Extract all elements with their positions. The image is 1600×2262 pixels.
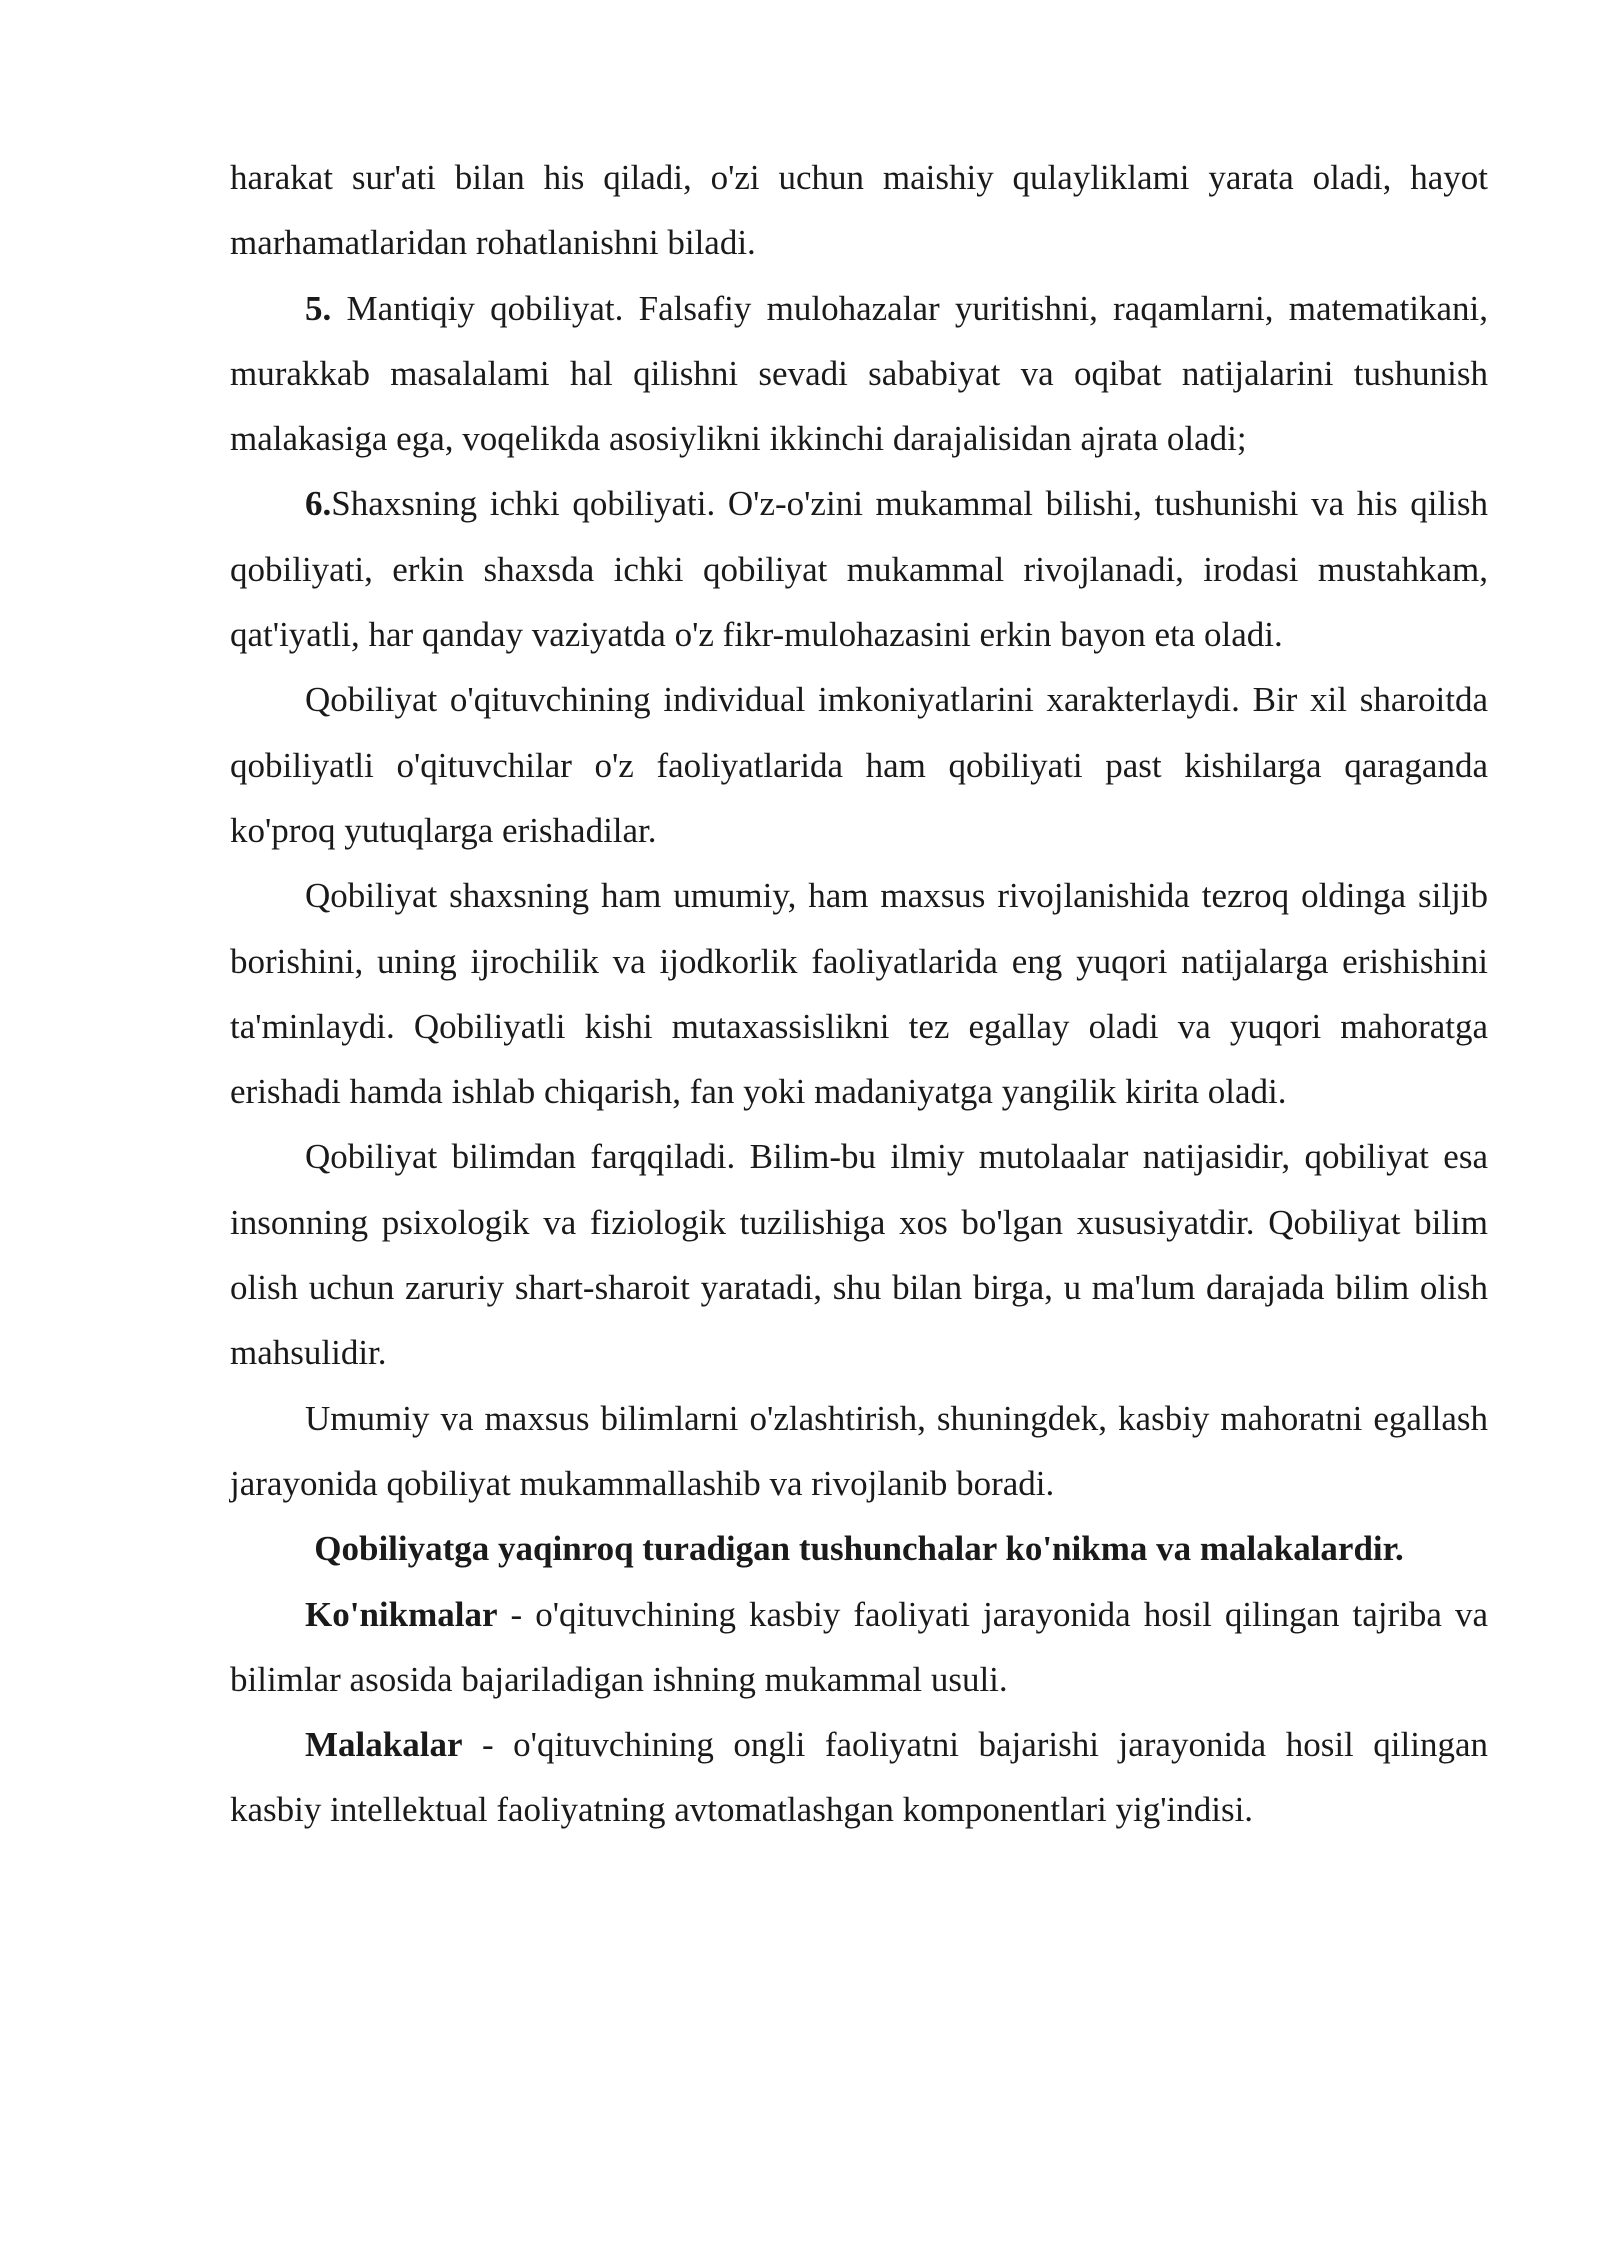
paragraph-1 <box>230 145 1488 276</box>
section-heading: Qobiliyatga yaqinroq turadigan tushunchalar ko'nikma va malakalardir. <box>314 1529 1404 1569</box>
paragraph-habits-definition <box>230 1712 1488 1843</box>
paragraph-inner-ability <box>230 471 1488 667</box>
paragraph-logical-ability <box>230 276 1488 472</box>
paragraph-1-text: harakat sur'ati bilan his qiladi, o'zi uchun maishiy qulayliklami yarata oladi, hayot marhamatlaridan rohatlanishni biladi. <box>230 158 1488 263</box>
paragraph-7 <box>230 1386 1488 1517</box>
paragraph-7-text: Umumiy va maxsus bilimlarni o'zlashtirish, shuningdek, kasbiy mahoratni egallash jarayonida qobiliyat mukammallashib va rivojlanib boradi. <box>230 1398 1488 1503</box>
paragraph-6 <box>230 1124 1488 1385</box>
paragraph-5 <box>230 863 1488 1124</box>
paragraph-6-text: Qobiliyat bilimdan farqqiladi. Bilim-bu ilmiy mutolaalar natijasidir, qobiliyat esa insonning psixologik va fiziologik tuzilishiga xos bo'lgan xususiyatdir. Qobiliyat bilim olish uchun zaruriy shart-sharoit yaratadi, shu bilan birga, u ma'lum darajada bilim olish mahsulidir. <box>230 1137 1488 1373</box>
list-number-5: 5. <box>305 288 332 328</box>
list-number-6: 6. <box>305 484 332 524</box>
paragraph-5-text: Qobiliyat shaxsning ham umumiy, ham maxsus rivojlanishida tezroq oldinga siljib borishini, uning ijrochilik va ijodkorlik faoliyatlarida eng yuqori natijalarga erishishini ta'minlaydi. Qobiliyatli kishi mutaxassislikni tez egallay oladi va yuqori mahoratga erishadi hamda ishlab chiqarish, fan yoki madaniyatga yangilik kirita oladi. <box>230 876 1488 1112</box>
paragraph-logical-ability-text: Mantiqiy qobiliyat. Falsafiy mulohazalar yuritishni, raqamlarni, matematikani, murakkab masalalami hal qilishni sevadi sababiyat va oqibat natijalarini tushunish malakasiga ega, voqelikda asosiylikni ikkinchi darajalisidan ajrata oladi; <box>230 288 1488 459</box>
document-body <box>230 145 1488 1843</box>
paragraph-4-text: Qobiliyat o'qituvchining individual imkoniyatlarini xarakterlaydi. Bir xil sharoitda qobiliyatli o'qituvchilar o'z faoliyatlarida ham qobiliyati past kishilarga qaraganda ko'proq yutuqlarga erishadilar. <box>230 680 1488 850</box>
paragraph-inner-ability-text: Shaxsning ichki qobiliyati. O'z-o'zini mukammal bilishi, tushunishi va his qilish qobiliyati, erkin shaxsda ichki qobiliyat mukammal rivojlanadi, irodasi mustahkam, qat'iyatli, har qanday vaziyatda o'z fikr-mulohazasini erkin bayon eta oladi. <box>230 484 1488 655</box>
skills-definition-text: - o'qituvchining kasbiy faoliyati jarayonida hosil qilingan tajriba va bilimlar asosida bajariladigan ishning mukammal usuli. <box>230 1594 1488 1699</box>
paragraph-4 <box>230 667 1488 863</box>
paragraph-skills-definition <box>230 1582 1488 1713</box>
term-habits: Malakalar <box>305 1725 463 1765</box>
term-skills: Ko'nikmalar <box>305 1594 498 1634</box>
habits-definition-text: - o'qituvchining ongli faoliyatni bajarishi jarayonida hosil qilingan kasbiy intellektual faoliyatning avtomatlashgan komponentlari yig'indisi. <box>230 1725 1488 1830</box>
